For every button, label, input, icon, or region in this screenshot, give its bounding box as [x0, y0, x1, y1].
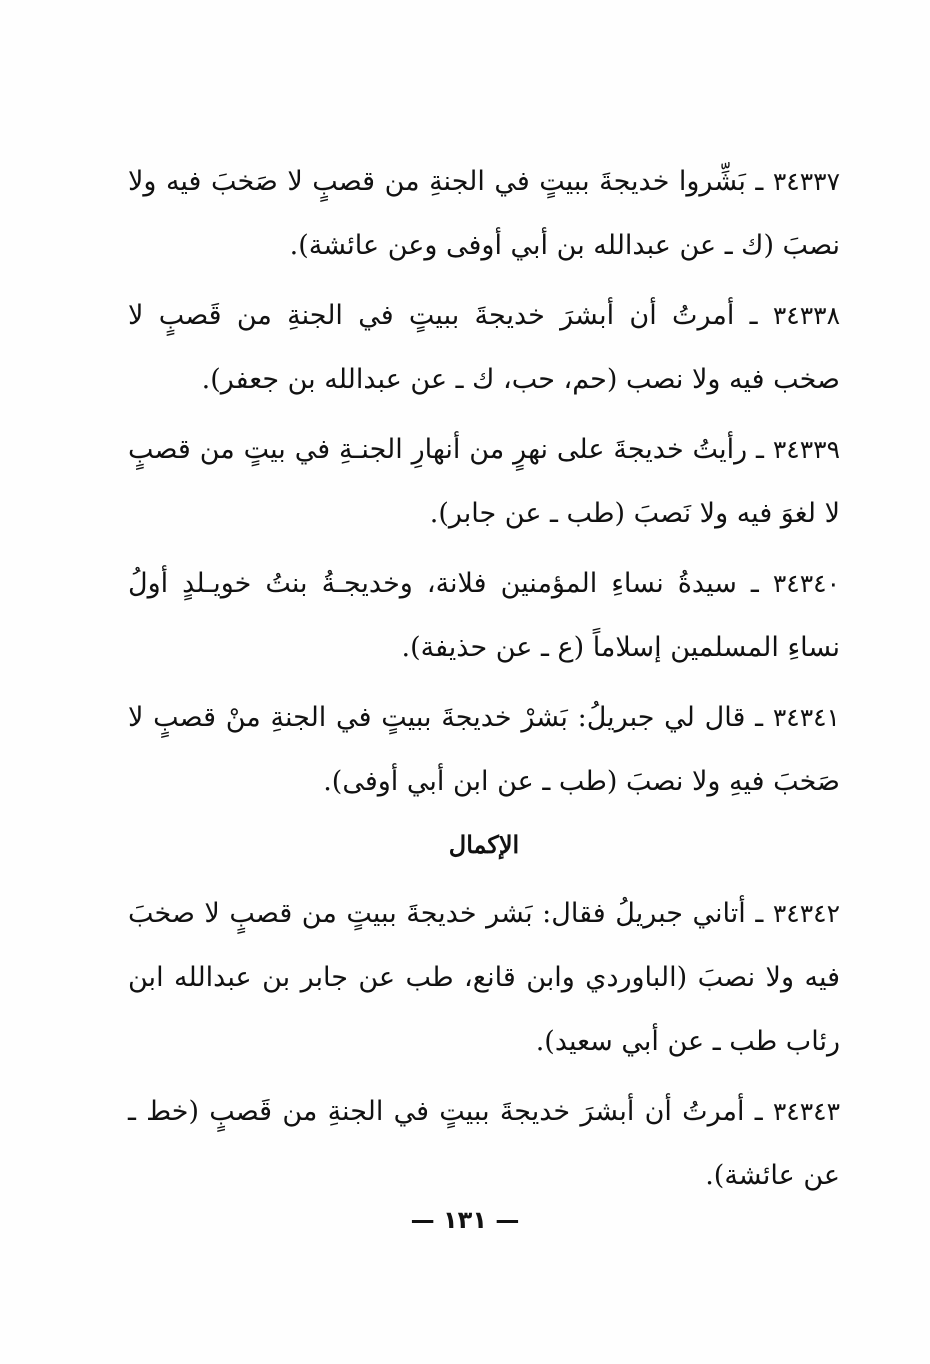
hadith-separator: ـ	[745, 702, 764, 733]
page-number: — ١٣١ —	[410, 1206, 520, 1234]
hadith-34341	[128, 686, 840, 814]
hadith-separator: ـ	[744, 1096, 763, 1127]
hadith-separator: ـ	[747, 434, 764, 465]
hadith-number: ٣٤٣٤٢	[772, 899, 840, 928]
hadith-text-block	[128, 150, 840, 1214]
hadith-34338	[128, 284, 840, 412]
hadith-text: أمرتُ أن أبشرَ خديجةَ ببيتٍ في الجنةِ من قَصبٍ لا صخب فيه ولا نصب (حم، حب، ك ـ عن عبدالله بن جعفر).	[128, 300, 840, 395]
hadith-number: ٣٤٣٤١	[772, 703, 840, 732]
hadith-text: قال لي جبريلُ: بَشرْ خديجةَ ببيتٍ في الجنةِ منْ قصبٍ لا صَخبَ فيهِ ولا نصبَ (طب ـ عن ابن أبي أوفى).	[128, 702, 840, 797]
hadith-separator: ـ	[736, 568, 759, 599]
section-heading: الإكمال	[448, 830, 520, 859]
hadith-number: ٣٤٣٣٩	[772, 435, 840, 464]
hadith-34339	[128, 418, 840, 546]
hadith-text: أمرتُ أن أبشرَ خديجةَ ببيتٍ في الجنةِ من قَصبٍ (خط ـ عن عائشة).	[128, 1096, 840, 1191]
hadith-34343	[128, 1080, 840, 1208]
hadith-text: سيدةُ نساءِ المؤمنين فلانة، وخديجـةُ بنتُ خويـلدٍ أولُ نساءِ المسلمين إسلاماً (ع ـ عن حذيفة).	[128, 568, 840, 663]
hadith-number: ٣٤٣٣٧	[772, 167, 840, 196]
hadith-text: رأيتُ خديجةَ على نهرٍ من أنهارِ الجنـةِ في بيتٍ من قصبٍ لا لغوَ فيه ولا نَصبَ (طب ـ عن جابر).	[128, 434, 840, 529]
hadith-34340	[128, 552, 840, 680]
hadith-number: ٣٤٣٤٠	[772, 569, 840, 598]
hadith-number: ٣٤٣٤٣	[772, 1097, 840, 1126]
hadith-separator: ـ	[745, 166, 764, 197]
hadith-number: ٣٤٣٣٨	[772, 301, 840, 330]
hadith-separator: ـ	[745, 898, 764, 929]
hadith-separator: ـ	[734, 300, 758, 331]
hadith-text: أتاني جبريلُ فقال: بَشر خديجةَ ببيتٍ من قصبٍ لا صخبَ فيه ولا نصبَ (الباوردي وابن قانع، طب عن جابر بن عبدالله ابن رئاب طب ـ عن أبي سعيد).	[128, 898, 840, 1057]
hadith-text: بَشِّروا خديجةَ ببيتٍ في الجنةِ من قصبٍ لا صَخبَ فيه ولا نصبَ (ك ـ عن عبدالله بن أبي أوفى وعن عائشة).	[128, 166, 840, 261]
hadith-34342	[128, 882, 840, 1074]
hadith-34337	[128, 150, 840, 278]
